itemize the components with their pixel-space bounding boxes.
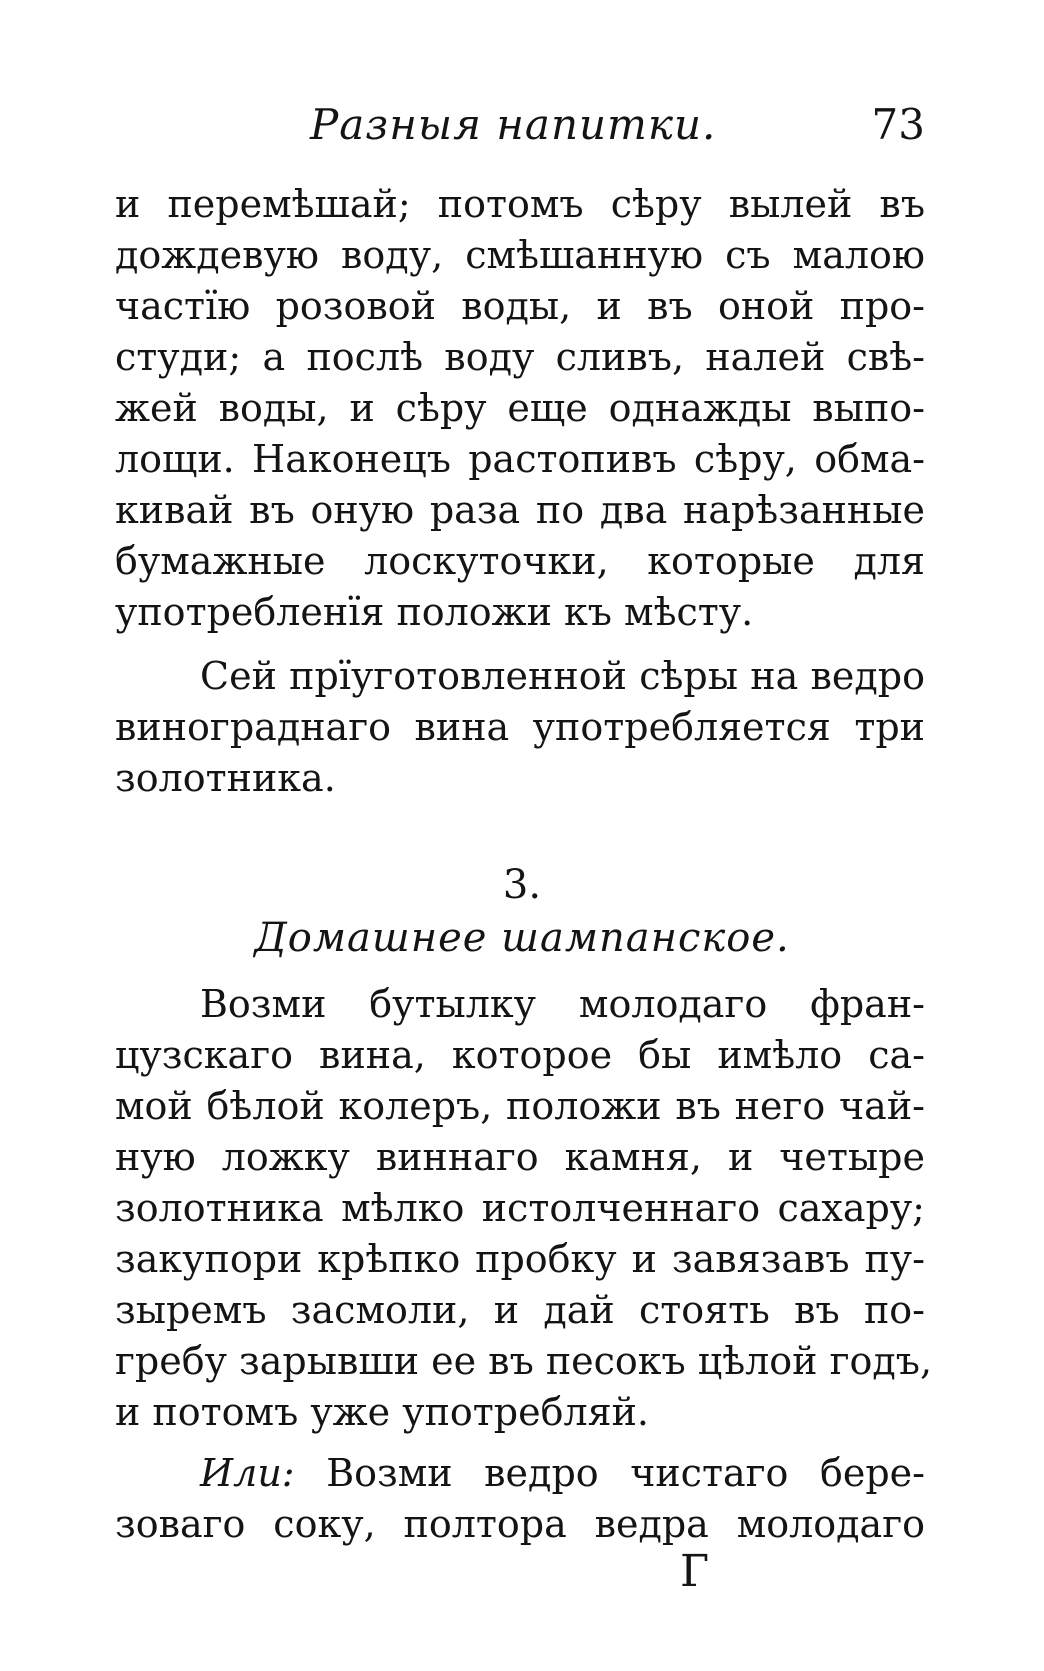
text-line: Сей прїуготовленной сѣры на ведро (200, 654, 925, 698)
text-line: жей воды, и сѣру еще однажды выпо- (115, 386, 925, 430)
text-line: и потомъ уже употребляй. (115, 1390, 650, 1434)
text-line: зоваго соку, полтора ведра молодаго (115, 1502, 925, 1546)
text-line: и перемѣшай; потомъ сѣру вылей въ (115, 182, 925, 226)
text-line: золотника мѣлко истолченнаго сахару; (115, 1186, 925, 1230)
variant-lead: Или: (200, 1451, 295, 1495)
section-number: 3. (502, 862, 542, 908)
text-line: зыремъ засмоли, и дай стоять въ по- (115, 1288, 925, 1332)
text-line: бумажные лоскуточки, которые для (115, 539, 925, 583)
text-line (200, 1451, 925, 1495)
signature-mark: Г (680, 1546, 710, 1597)
text-line: ную ложку виннаго камня, и четыре (115, 1135, 925, 1179)
text-line: винограднаго вина употребляется три (115, 705, 925, 749)
text-span: Возми ведро чистаго бере- (294, 1451, 925, 1495)
text-line: кивай въ оную раза по два нарѣзанные (115, 488, 925, 532)
text-line: закупори крѣпко пробку и завязавъ пу- (115, 1237, 925, 1281)
text-line: употребленїя положи къ мѣсту. (115, 590, 754, 634)
text-line: гребу зарывши ее въ песокъ цѣлой годъ, (115, 1339, 933, 1383)
text-line: лощи. Наконецъ растопивъ сѣру, обма- (115, 437, 925, 481)
page-number: 73 (871, 100, 925, 149)
text-line: мой бѣлой колеръ, положи въ него чай- (115, 1084, 925, 1128)
running-title: Разныя напитки. (310, 100, 717, 149)
text-line: студи; а послѣ воду сливъ, налей свѣ- (115, 335, 925, 379)
text-line: дождевую воду, смѣшанную съ малою (115, 233, 925, 277)
text-line: цузскаго вина, которое бы имѣло са- (115, 1033, 925, 1077)
text-line: Возми бутылку молодаго фран- (200, 982, 925, 1026)
text-line: золотника. (115, 756, 336, 800)
page-header (115, 100, 925, 160)
text-line: частїю розовой воды, и въ оной про- (115, 284, 925, 328)
section-title: Домашнее шампанское. (254, 915, 790, 961)
